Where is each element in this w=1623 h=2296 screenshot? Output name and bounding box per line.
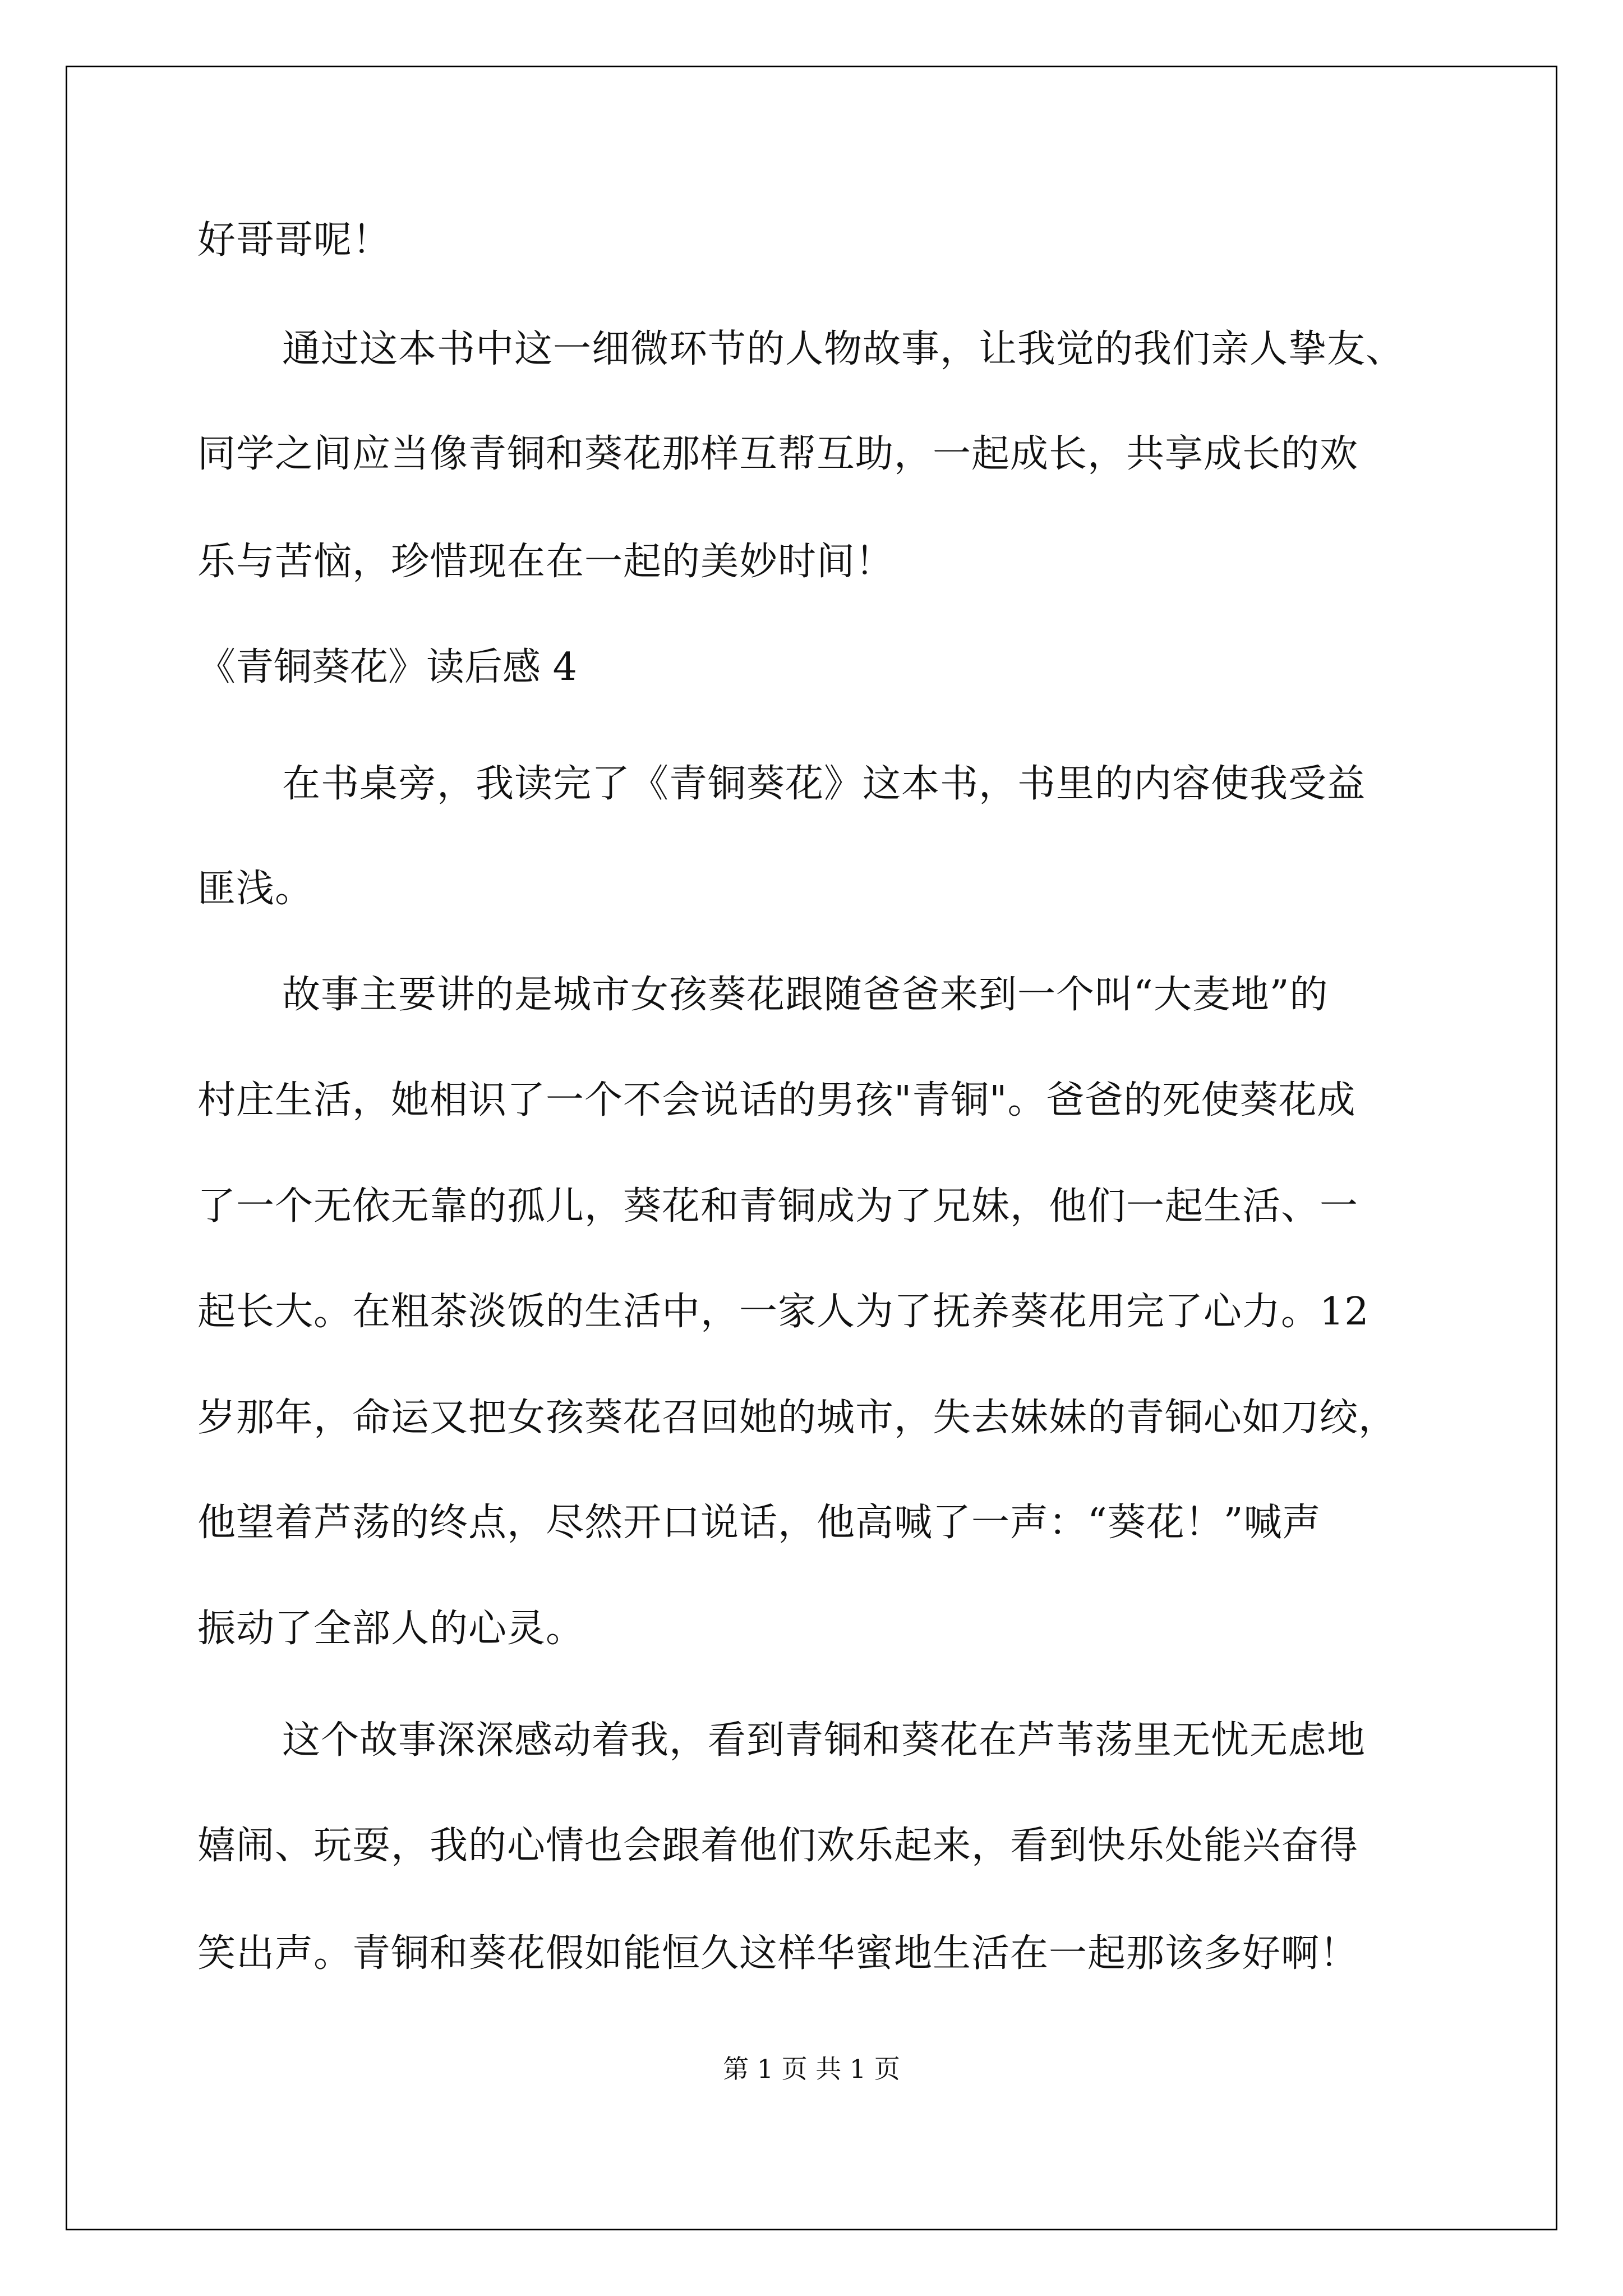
- paragraph-line: 嬉闹、玩耍，我的心情也会跟着他们欢乐起来，看到快乐处能兴奋得: [197, 1824, 1359, 1868]
- paragraph-line: 这个故事深深感动着我，看到青铜和葵花在芦苇荡里无忧无虑地: [282, 1718, 1366, 1763]
- paragraph-line: 起长大。在粗茶淡饭的生活中，一家人为了抚养葵花用完了心力。12: [197, 1290, 1370, 1334]
- paragraph-line: 匪浅。: [197, 867, 314, 911]
- paragraph-line: 笑出声。青铜和葵花假如能恒久这样华蜜地生活在一起那该多好啊！: [197, 1931, 1359, 1976]
- page-border: [66, 66, 1557, 2230]
- section-heading: 《青铜葵花》读后感 4: [197, 645, 577, 689]
- paragraph-line: 了一个无依无靠的孤儿，葵花和青铜成为了兄妹，他们一起生活、一: [197, 1184, 1359, 1228]
- paragraph-line: 振动了全部人的心灵。: [197, 1607, 585, 1651]
- paragraph-line: 通过这本书中这一细微环节的人物故事，让我觉的我们亲人挚友、: [282, 327, 1405, 371]
- page-number-footer: 第 1 页 共 1 页: [723, 2054, 900, 2084]
- paragraph-line: 同学之间应当像青铜和葵花那样互帮互助，一起成长，共享成长的欢: [197, 432, 1359, 476]
- paragraph-line: 村庄生活，她相识了一个不会说话的男孩"青铜"。爸爸的死使葵花成: [197, 1078, 1356, 1122]
- paragraph-line: 岁那年，命运又把女孩葵花召回她的城市，失去妹妹的青铜心如刀绞，: [197, 1396, 1398, 1440]
- paragraph-line: 在书桌旁，我读完了《青铜葵花》这本书，书里的内容使我受益: [282, 762, 1366, 806]
- paragraph-line: 故事主要讲的是城市女孩葵花跟随爸爸来到一个叫“大麦地”的: [282, 973, 1329, 1017]
- paragraph-line: 好哥哥呢！: [197, 218, 391, 263]
- paragraph-line: 他望着芦荡的终点，尽然开口说话，他高喊了一声：“葵花！”喊声: [197, 1501, 1321, 1545]
- paragraph-line: 乐与苦恼，珍惜现在在一起的美妙时间！: [197, 540, 895, 584]
